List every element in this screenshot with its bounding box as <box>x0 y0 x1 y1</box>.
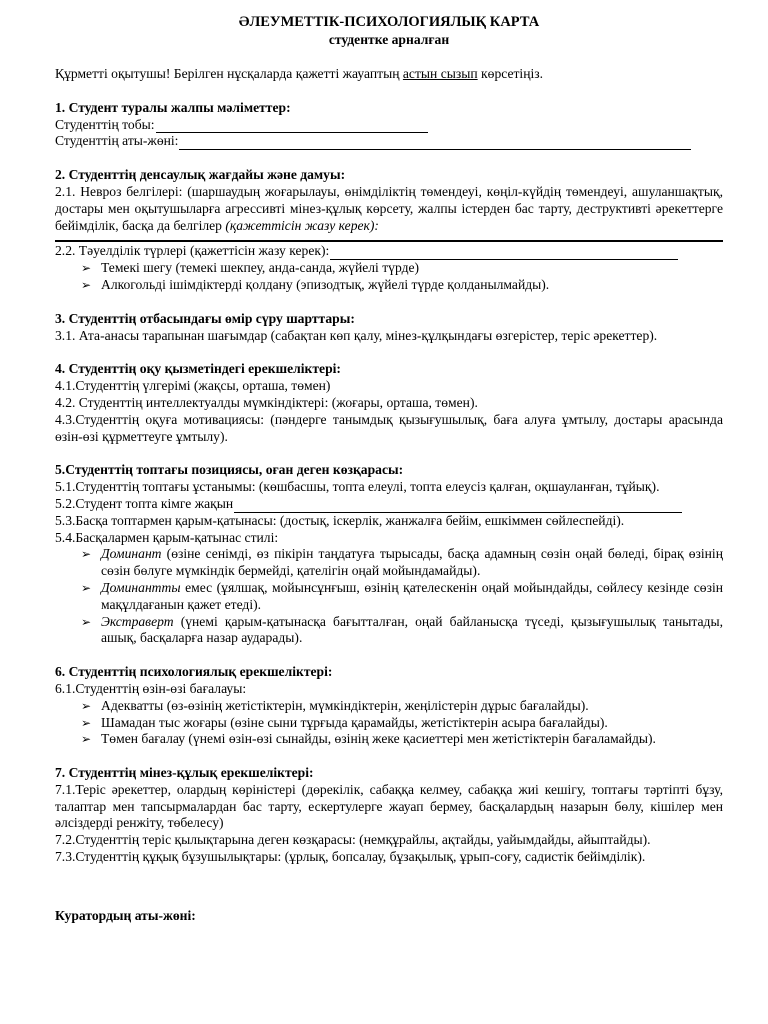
list-item <box>81 580 723 614</box>
list-item <box>81 614 723 648</box>
document <box>55 14 723 925</box>
section-7-title: 7. Студенттің мінез-құлық ерекшеліктері: <box>55 765 314 781</box>
list-item <box>81 698 723 715</box>
close-to-label: 5.2.Студент топта кімге жақын <box>55 495 234 511</box>
list-item-text: Шамадан тыс жоғары (өзіне сыни тұрғыда қарамайды, жетістіктерін асыра бағалайды). <box>101 714 608 730</box>
section-7-paragraph-1: 7.1.Теріс әрекеттер, олардың көріністері (дөрекілік, сабаққа келмеу, сабаққа жиі кешігу, топтағы тәртіпті бұзу, талаптар мен тапсырмалардан бас тарту, ескертулерге жауап бермеу, басқалардың назарын бөлу, кішілер мен әлсіздерді ренжіту, төбелесу) <box>55 781 723 831</box>
close-to-blank[interactable] <box>234 499 682 513</box>
arrow-bullet-icon: ➢ <box>81 698 92 713</box>
section-6-paragraph-1: 6.1.Студенттің өзін-өзі бағалауы: <box>55 680 247 696</box>
list-item-term: Доминант <box>101 546 162 562</box>
name-field[interactable] <box>55 133 723 150</box>
list-item-text: Темекі шегу (темекі шекпеу, анда-санда, жүйелі түрде) <box>101 260 420 276</box>
section-1-title: 1. Студент туралы жалпы мәліметтер: <box>55 99 291 115</box>
section-2-title: 2. Студенттің денсаулық жағдайы және дамуы: <box>55 167 346 183</box>
curator-name-label: Куратордың аты-жөні: <box>55 907 196 923</box>
neurosis-text: 2.1. Невроз белгілері: (шаршаудың жоғарылауы, өнімділіктің төмендеуі, көңіл-күйдің төмендеуі, ашуланшақтық, достары мен оқытушыларға агрессивті мінез-құлық көрсету, жалпы істерден бас тарту, деструктивті әрекеттерге бейімділік, басқа да белгілер <box>55 183 723 233</box>
list-item-text: Адекватты (өз-өзінің жетістіктерін, мүмкіндіктерін, жеңілістерін дұрыс бағалайды). <box>101 697 589 713</box>
close-to-field[interactable] <box>55 496 723 513</box>
name-blank[interactable] <box>179 136 691 150</box>
section-3-title: 3. Студенттің отбасындағы өмір сүру шарттары: <box>55 310 355 326</box>
name-label: Студенттің аты-жөні: <box>55 133 179 149</box>
section-6-title: 6. Студенттің психологиялық ерекшеліктері: <box>55 664 333 680</box>
list-item-text: Төмен бағалау (үнемі өзін-өзі сынайды, өзінің жеке қасиеттері мен жетістіктерін бағаламайды). <box>101 731 656 747</box>
group-field[interactable] <box>55 117 723 134</box>
section-4-paragraph-3: 4.3.Студенттің оқуға мотивациясы: (пәндерге танымдық қызығушылық, баға алуға ұмтылу, достары арасында өзін-өзі құрметтеуге ұмтылу). <box>55 411 723 444</box>
communication-style-list <box>55 546 723 647</box>
section-2-paragraph-1 <box>55 184 723 234</box>
arrow-bullet-icon: ➢ <box>81 277 92 292</box>
section-3-paragraph-1: 3.1. Ата-анасы тарапынан шағымдар (сабақтан көп қалу, мінез-құлқындағы өзгерістер, теріс әрекеттер). <box>55 327 658 343</box>
intro-text-end: көрсетіңіз. <box>477 66 544 81</box>
list-item <box>81 260 723 277</box>
arrow-bullet-icon: ➢ <box>81 614 92 629</box>
intro-underlined: астын сызып <box>402 66 478 81</box>
intro-paragraph <box>55 66 723 83</box>
arrow-bullet-icon: ➢ <box>81 547 92 562</box>
section-7-paragraph-3: 7.3.Студенттің құқық бұзушылықтары: (ұрлық, бопсалау, бұзақылық, ұрып-соғу, садистік бейімділік). <box>55 849 646 865</box>
section-4-paragraph-2: 4.2. Студенттің интеллектуалды мүмкіндіктері: (жоғары, орташа, төмен). <box>55 394 478 410</box>
document-subtitle: студентке арналған <box>328 32 450 47</box>
arrow-bullet-icon: ➢ <box>81 715 92 730</box>
dependency-label: 2.2. Тәуелділік түрлері (қажеттісін жазу керек): <box>55 243 330 259</box>
section-5-title: 5.Студенттің топтағы позициясы, оған деген көзқарасы: <box>55 462 404 478</box>
section-4-paragraph-1: 4.1.Студенттің үлгерімі (жақсы, орташа, төмен) <box>55 378 331 394</box>
group-blank[interactable] <box>156 119 428 133</box>
list-item-term: Экстраверт <box>101 613 174 629</box>
section-5-paragraph-4: 5.4.Басқалармен қарым-қатынас стилі: <box>55 529 279 545</box>
arrow-bullet-icon: ➢ <box>81 261 92 276</box>
group-label: Студенттің тобы: <box>55 116 155 132</box>
dependency-blank[interactable] <box>330 246 678 260</box>
list-item <box>81 277 723 294</box>
neurosis-note: (қажеттісін жазу керек): <box>225 217 379 233</box>
arrow-bullet-icon: ➢ <box>81 732 92 747</box>
list-item-text: Алкогольді ішімдіктерді қолдану (эпизодтық, жүйелі түрде қолданылмайды). <box>101 276 550 292</box>
list-item-text: (өзіне сенімді, өз пікірін таңдатуға тырысады, басқа адамның сөзін оңай бөледі, бірақ өзінің сөзін бөлуге мүмкіндік бермейді, қателігін оңай мойындамайды). <box>101 546 723 579</box>
dependency-list <box>55 260 723 294</box>
intro-text: Құрметті оқытушы! Берілген нұсқаларда қажетті жауаптың <box>55 66 403 81</box>
list-item <box>81 731 723 748</box>
self-esteem-list <box>55 698 723 748</box>
list-item-text: (үнемі қарым-қатынасқа бағытталған, оңай байланысқа түседі, қызығушылық танытады, ашық, басқаларға назар аударады). <box>101 613 723 646</box>
arrow-bullet-icon: ➢ <box>81 580 92 595</box>
section-5-paragraph-3: 5.3.Басқа топтармен қарым-қатынасы: (достық, іскерлік, жанжалға бейім, ешкіммен сөйлеспейді). <box>55 512 625 528</box>
list-item <box>81 546 723 580</box>
section-5-paragraph-1: 5.1.Студенттің топтағы ұстанымы: (көшбасшы, топта елеулі, топта елеусіз қалған, оқшауланған, тұйық). <box>55 479 660 495</box>
list-item-text: емес (ұялшақ, мойынсұнғыш, өзінің қателескенін оңай мойындайды, сөйлесу кезінде сөзін мақұлдағанын қажет етеді). <box>101 579 723 612</box>
section-4-title: 4. Студенттің оқу қызметіндегі ерекшеліктері: <box>55 361 341 377</box>
list-item-term: Доминантты <box>101 579 181 595</box>
neurosis-answer-line[interactable] <box>55 240 723 242</box>
list-item <box>81 715 723 732</box>
dependency-field[interactable] <box>55 243 723 260</box>
section-7-paragraph-2: 7.2.Студенттің теріс қылықтарына деген көзқарасы: (немқұрайлы, ақтайды, уайымдайды, айыптайды). <box>55 832 651 848</box>
document-title: ӘЛЕУМЕТТІК-ПСИХОЛОГИЯЛЫҚ КАРТА <box>238 14 540 30</box>
